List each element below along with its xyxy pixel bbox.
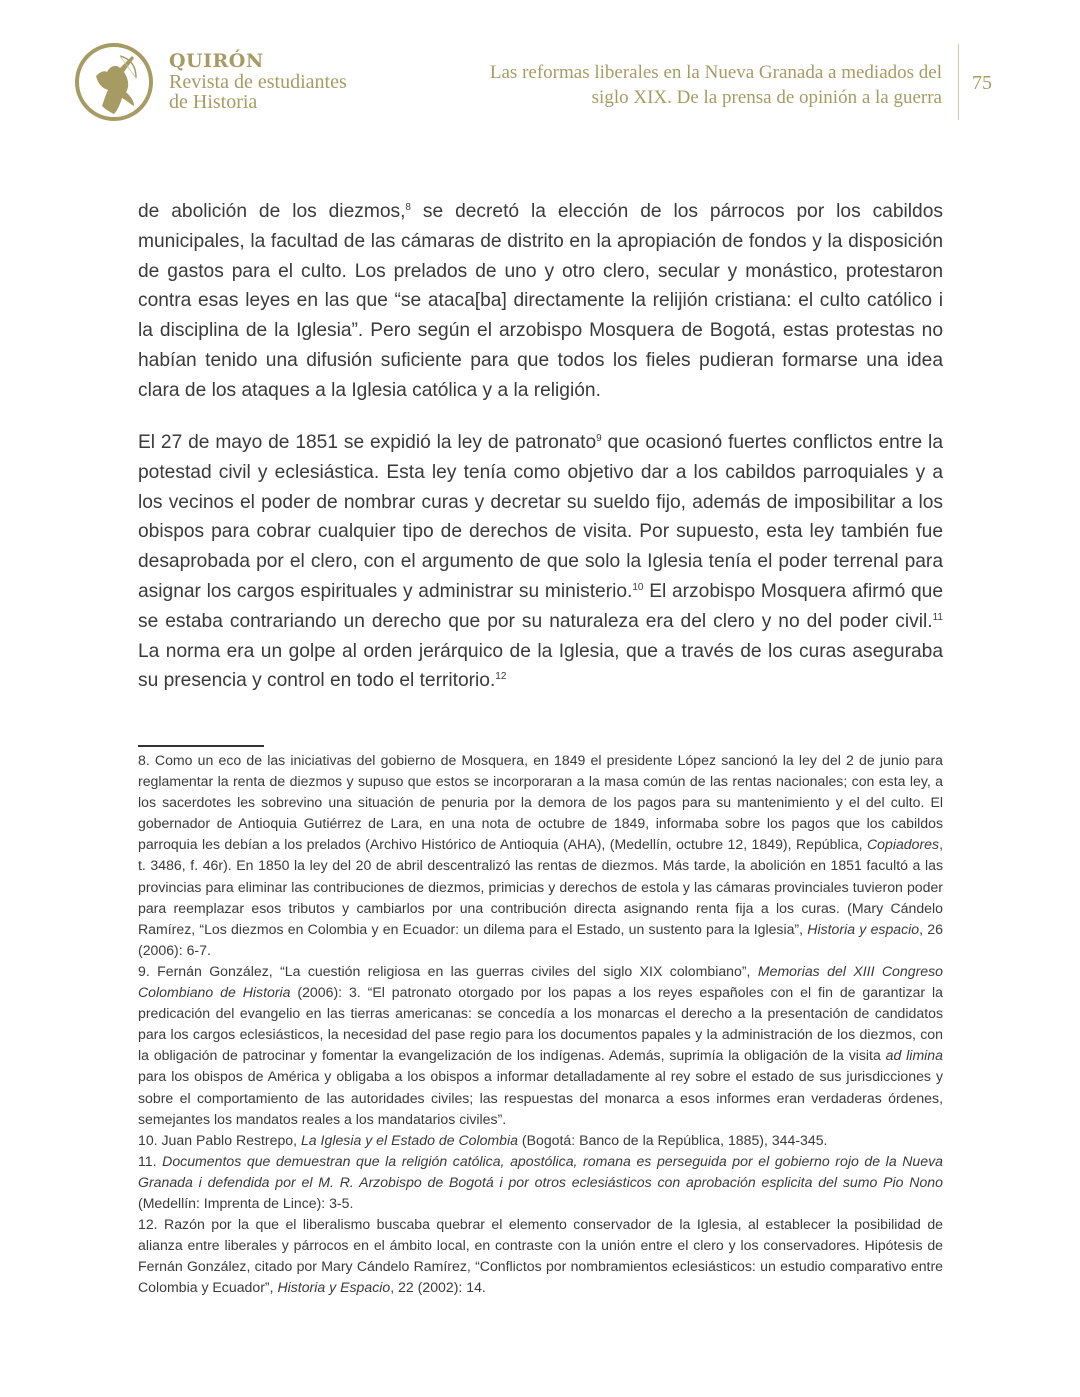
text-span: 12. Razón por la que el liberalismo buscaba quebrar el elemento conservador de la Iglesia, al establecer la posibilidad de alianza entre liberales y párrocos en el ámbito local, en contraste con la unión entre el clero y los conservadores. Hipótesis de Fernán González, citado por Mary Cándelo Ramírez, “Conflictos por nombramientos eclesiásticos: un estudio comparativo entre Colombia y Ecuador”, (138, 1216, 943, 1296)
text-span: El arzobispo Mosquera afirmó que se estaba contrariando un derecho que por su naturaleza era del clero y no del poder civil. (138, 580, 944, 632)
body-paragraph-2 (138, 428, 943, 696)
text-span: , t. 3486, f. 46r). En 1850 la ley del 20 de abril descentralizó las rentas de diezmos. Más tarde, la abolición en 1851 facultó a las provincias para eliminar las contribuciones de diezmos, primicias y derechos de estola y las cámaras provinciales tuvieron poder para reemplazar esos tributos y cambiarlos por una contribución directa asignando renta fija a los curas. (Mary Cándelo Ramírez, “Los diezmos en Colombia y en Ecuador: un dilema para el Estado, un sustento para la Iglesia”, (138, 836, 943, 937)
body-paragraph-1 (138, 197, 943, 406)
journal-subtitle-line2: de Historia (169, 91, 258, 113)
italic-title: Historia y espacio (807, 920, 920, 937)
header-divider (958, 44, 959, 120)
footnote-ref-10[interactable]: 10 (632, 581, 644, 593)
text-span: para los obispos de América y obligaba a los obispos a informar detalladamente al rey sobre el estado de sus jurisdicciones y sobre el comportamiento de las autoridades civiles; las respuestas del monarca a esos informes eran verdaderas órdenes, semejantes los mandatos reales a los mandatarios civiles”. (138, 1068, 943, 1127)
footnote-11 (138, 1151, 943, 1214)
text-span: , 22 (2002): 14. (390, 1279, 486, 1296)
page-number: 75 (972, 72, 992, 94)
italic-term: ad limina (885, 1047, 943, 1064)
text-span: que ocasionó fuertes conflictos entre la potestad civil y eclesiástica. Esta ley tenía como objetivo dar a los cabildos parroquiales y a los vecinos el poder de nombrar curas y decretar su sueldo fijo, además de imposibilitar a los obispos para cobrar cualquier tipo de derechos de visita. Por supuesto, esta ley también fue desaprobada por el clero, con el argumento de que solo la Iglesia tenía el poder terrenal para asignar los cargos espirituales y administrar su ministerio. (138, 432, 943, 602)
text-span: 11. (138, 1152, 163, 1169)
text-span: se decretó la elección de los párrocos por los cabildos municipales, la facultad de las cámaras de distrito en la apropiación de fondos y la disposición de gastos para el culto. Los prelados de uno y otro clero, secular y monástico, protestaron contra esas leyes en las que “se ataca[ba] directamente la relijión cristiana: el culto católico i la disciplina de la Iglesia”. Pero según el arzobispo Mosquera de Bogotá, estas protestas no habían tenido una difusión suficiente para que todos los fieles pudieran formarse una idea clara de los ataques a la Iglesia católica y a la religión. (138, 201, 943, 401)
centaur-archer-icon (74, 42, 154, 122)
italic-title: Memorias del XIII Congreso Colombiano de Historia (138, 962, 943, 1001)
footnote-9 (138, 961, 943, 1130)
text-span: 10. Juan Pablo Restrepo, (138, 1131, 301, 1148)
text-span: (Medellín: Imprenta de Lince): 3-5. (138, 1194, 354, 1211)
footnote-separator (138, 745, 264, 747)
journal-brand (169, 50, 347, 112)
journal-subtitle-line1: Revista de estudiantes (169, 71, 347, 93)
footnote-8 (138, 750, 943, 961)
footnote-10 (138, 1130, 943, 1151)
text-span: de abolición de los diezmos, (138, 201, 406, 222)
running-title-line1: Las reformas liberales en la Nueva Granada a mediados del (489, 62, 942, 83)
text-span: El 27 de mayo de 1851 se expidió la ley de patronato (138, 432, 597, 453)
text-span: (Bogotá: Banco de la República, 1885), 344-345. (517, 1131, 828, 1148)
footnote-ref-8[interactable]: 8 (405, 202, 411, 213)
text-span: , 26 (2006): 6-7. (138, 920, 943, 958)
text-span: 9. Fernán González, “La cuestión religiosa en las guerras civiles del siglo XIX colombiano”, (138, 962, 758, 979)
italic-title: Copiadores (866, 836, 940, 853)
text-span: 8. Como un eco de las iniciativas del gobierno de Mosquera, en 1849 el presidente López sancionó la ley del 2 de junio para reglamentar la renta de diezmos y supuso que estos se incorporaran a la masa común de las rentas nacionales; con esta ley, a los sacerdotes les sobrevino una situación de penuria por la demora de los pagos para su mantenimiento y el del culto. El gobernador de Antioquia Gutiérrez de Lara, en una nota de octubre de 1849, informaba sobre los pagos que los cabildos parroquia les debían a los prelados (Archivo Histórico de Antioquia (AHA), (Medellín, octubre 12, 1849), República, (138, 752, 943, 853)
footnotes (138, 750, 943, 1298)
footnote-ref-11[interactable]: 11 (932, 611, 943, 623)
page-header (0, 0, 1080, 140)
journal-name: QUIRÓN (169, 50, 264, 72)
footnote-12 (138, 1214, 943, 1298)
footnote-ref-9[interactable]: 9 (596, 433, 602, 444)
italic-title: La Iglesia y el Estado de Colombia (300, 1131, 518, 1148)
footnote-ref-12[interactable]: 12 (495, 671, 507, 683)
italic-title: Historia y Espacio (277, 1279, 391, 1296)
italic-title: Documentos que demuestran que la religión católica, apostólica, romana es perseguida por el gobierno rojo de la Nueva Granada i defendida por el M. R. Arzobispo de Bogotá i por otros eclesiásticos con aprobación esplicita del sumo Pio Nono (138, 1152, 943, 1190)
text-span: La norma era un golpe al orden jerárquico de la Iglesia, que a través de los curas aseguraba su presencia y control en todo el territorio. (138, 640, 943, 692)
running-title (490, 60, 942, 110)
running-title-line2: siglo XIX. De la prensa de opinión a la guerra (591, 87, 942, 108)
text-span: (2006): 3. “El patronato otorgado por los papas a los reyes españoles con el fin de garantizar la predicación del evangelio en las tierras americanas: se concedía a los monarcas el derecho a la presentación de candidatos para los cargos eclesiásticos, la necesidad del pase regio para los documentos papales y la administración de los diezmos, con la obligación de patrocinar y fomentar la evangelización de los indígenas. Además, suprimía la obligación de la visita (138, 984, 943, 1064)
